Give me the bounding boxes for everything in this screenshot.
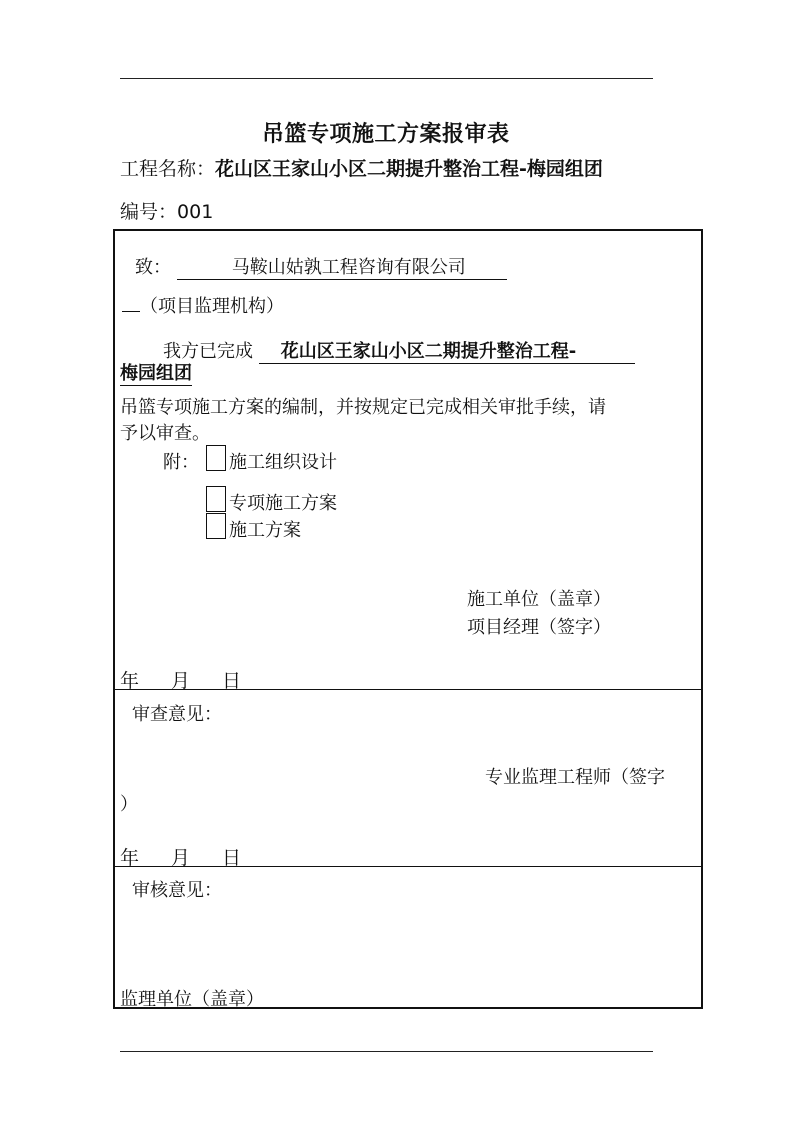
body-text-line1: 吊篮专项施工方案的编制，并按规定已完成相关审批手续，请 [120,397,606,418]
attachments-label: 附： [163,452,199,473]
header-rule [120,78,653,79]
supervision-unit-seal-label: 监理单位（盖章） [120,989,264,1010]
document-number-label: 编号： [120,201,178,223]
addressee-label: 致： [135,257,171,278]
approval-opinion-area[interactable] [120,905,690,975]
date-year-label: 年 [120,670,140,692]
attachment-label-special-construction-plan: 专项施工方案 [229,493,337,514]
addressee-field[interactable] [177,257,507,280]
date-month-label: 月 [171,847,191,869]
completed-project-line2: 梅园组团 [120,363,192,384]
contractor-seal-label: 施工单位（盖章） [467,589,611,610]
addressee-row [135,253,507,280]
attachment-checkbox-construction-org-design[interactable] [206,445,226,471]
body-text-line2: 予以审查。 [120,423,210,444]
review-opinion-label: 审查意见： [132,704,222,725]
section1-date-row [120,666,241,693]
document-title: 吊篮专项施工方案报审表 [262,121,510,147]
document-number-value: 001 [177,201,214,223]
project-name-value: 花山区王家山小区二期提升整治工程-梅园组团 [215,158,603,180]
project-manager-sign-label: 项目经理（签字） [467,617,611,638]
supervising-engineer-sign-line2: ） [120,794,138,815]
approval-opinion-label: 审核意见： [132,880,222,901]
date-month-label: 月 [171,670,191,692]
document-number-row [120,197,213,224]
review-opinion-area[interactable] [120,728,690,758]
date-day-label: 日 [222,847,242,869]
footer-rule [120,1051,653,1052]
section2-date-row [120,843,241,870]
completed-statement-row [163,337,635,364]
date-year-label: 年 [120,847,140,869]
attachment-checkbox-construction-plan[interactable] [206,513,226,539]
supervising-engineer-sign-line1: 专业监理工程师（签字 [485,767,665,788]
completed-prefix: 我方已完成 [163,341,253,362]
attachment-checkbox-special-construction-plan[interactable] [206,486,226,512]
completed-project-field[interactable] [259,341,635,364]
project-name-label: 工程名称： [120,158,216,180]
attachment-label-construction-org-design: 施工组织设计 [229,452,337,473]
attachment-label-construction-plan: 施工方案 [229,520,301,541]
completed-project-line1: 花山区王家山小区二期提升整治工程- [280,341,577,362]
project-name-row [120,154,603,181]
date-day-label: 日 [222,670,242,692]
addressee-value: 马鞍山姑孰工程咨询有限公司 [231,257,466,278]
supervision-org-note: （项目监理机构） [122,292,284,318]
